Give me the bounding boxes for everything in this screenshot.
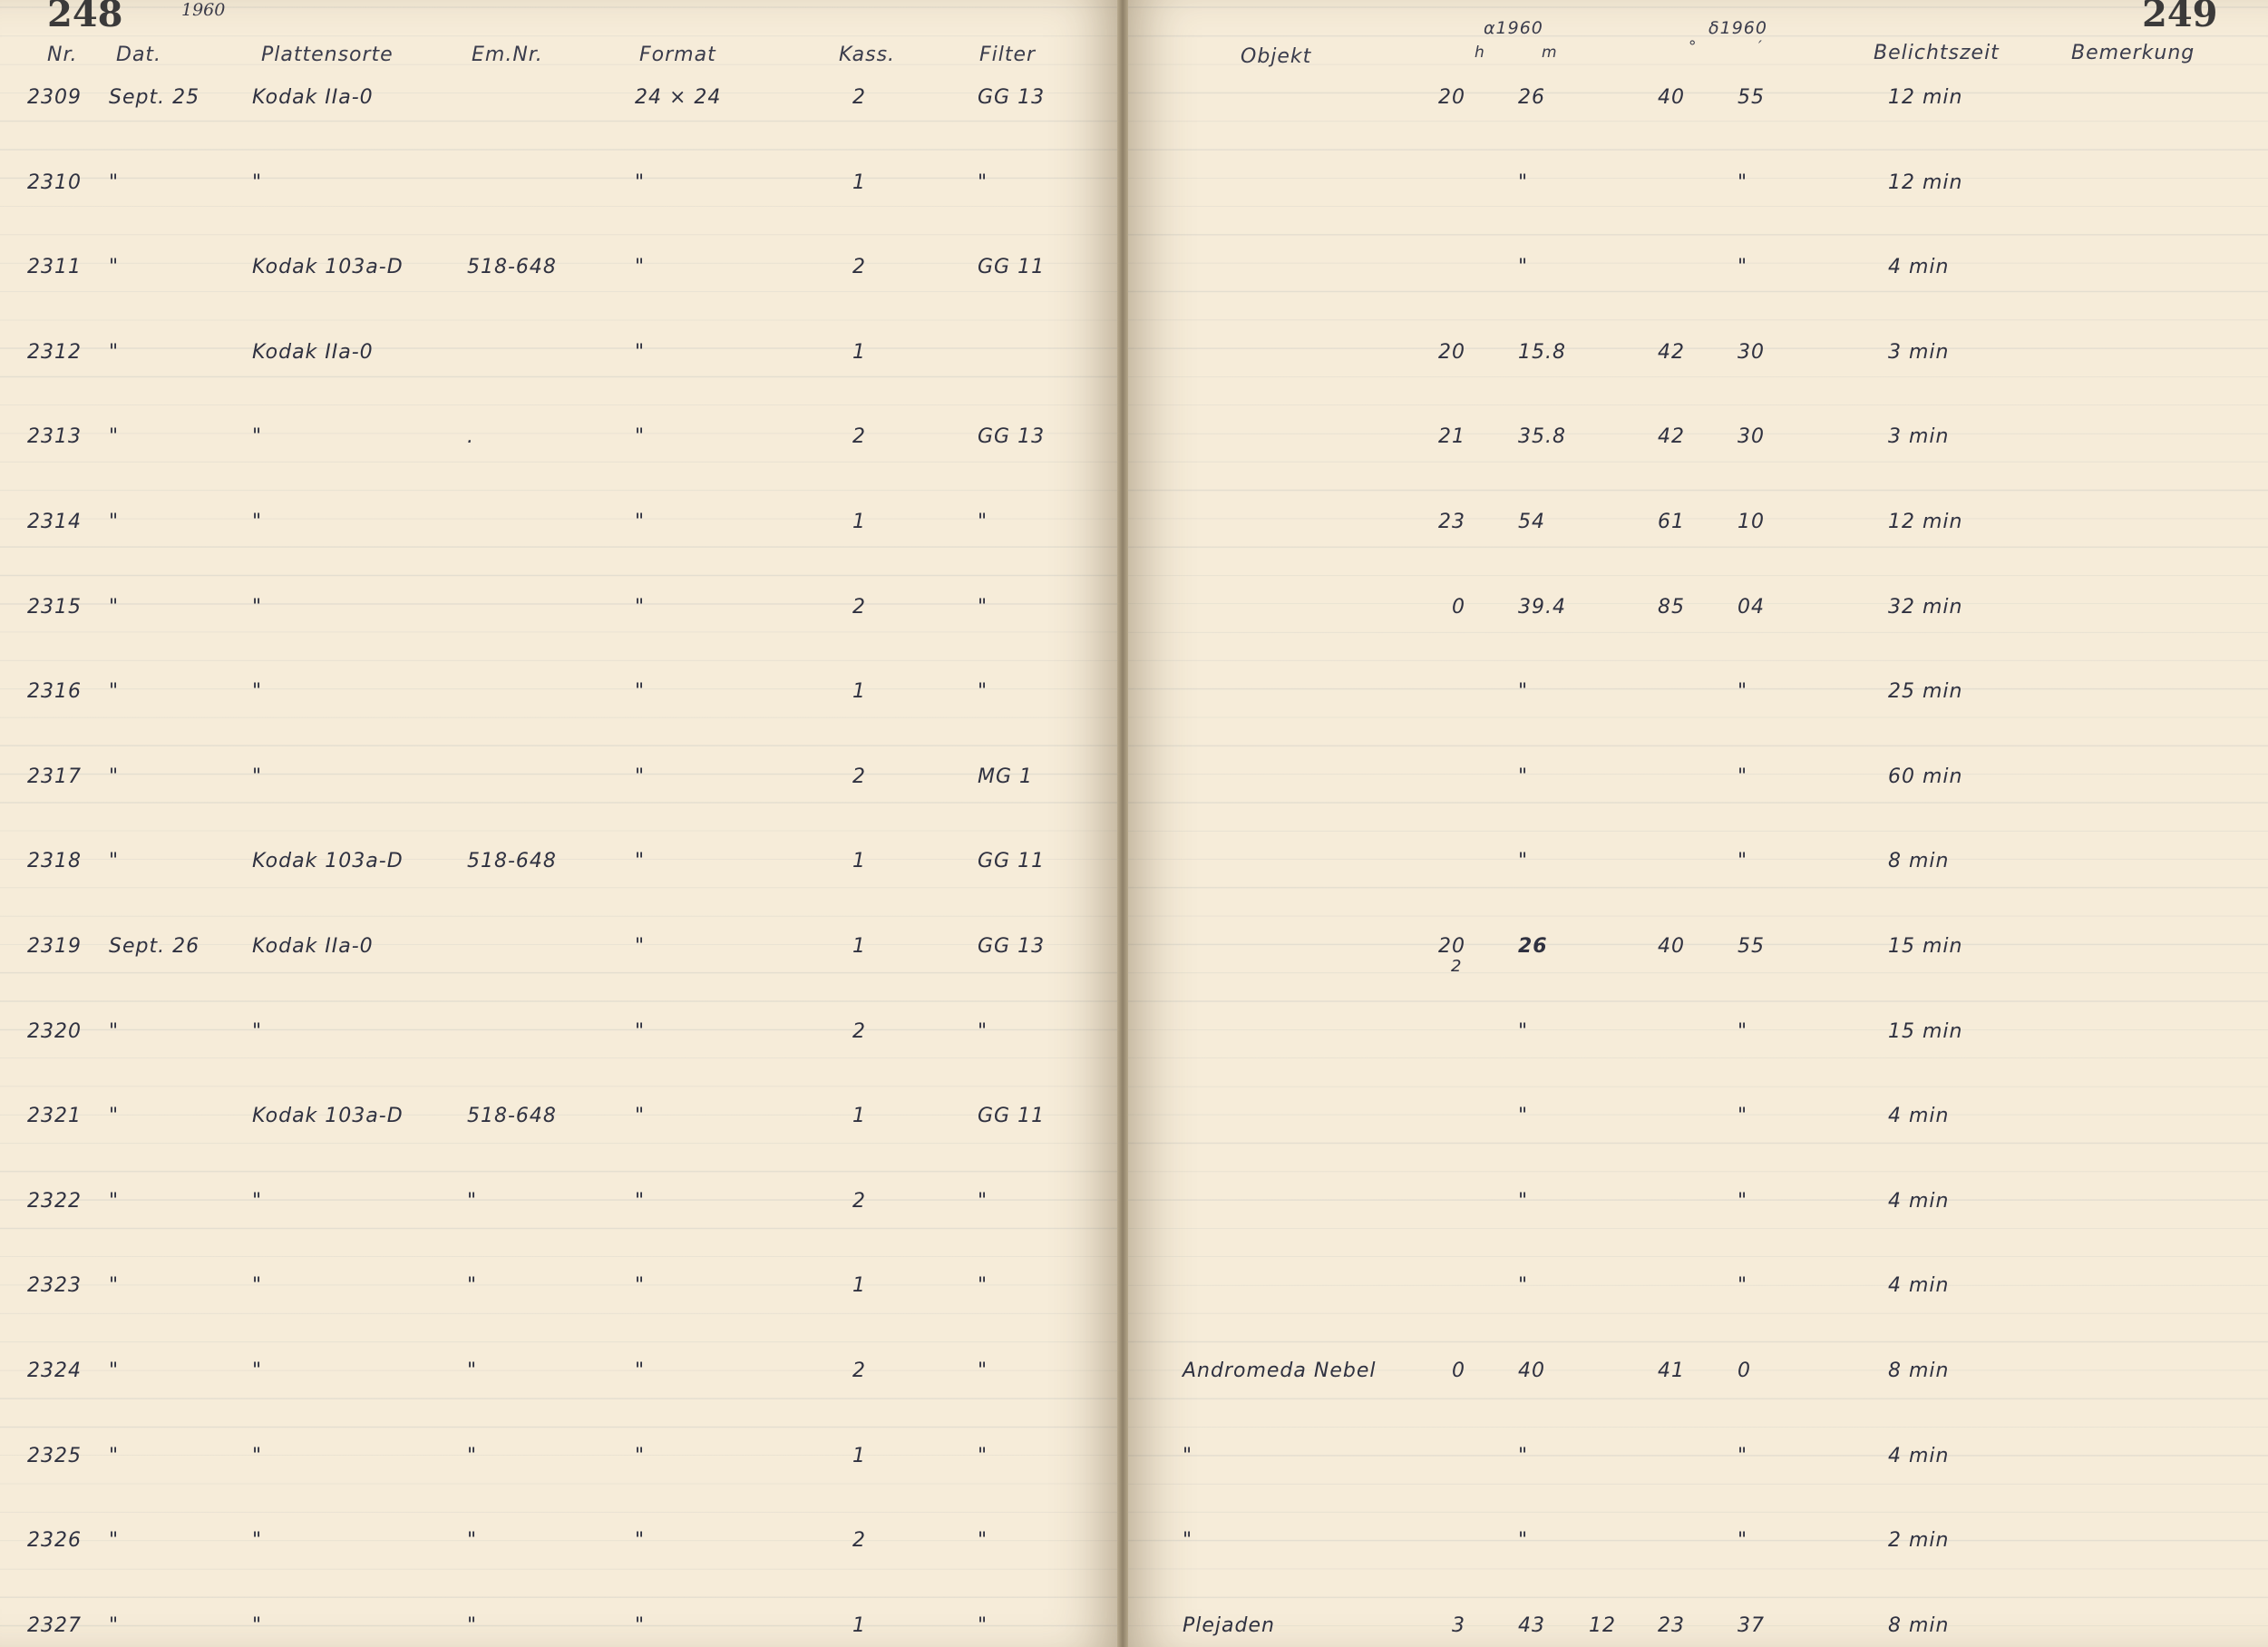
cell-dec-degrees: 41 bbox=[1658, 1360, 1685, 1382]
cell-cassette: 2 bbox=[852, 1360, 866, 1382]
cell-cassette: 1 bbox=[852, 171, 866, 194]
cell-filter: " bbox=[978, 595, 988, 619]
cell-format: " bbox=[635, 256, 646, 279]
cell-date: " bbox=[109, 1019, 120, 1043]
cell-dec-minutes: " bbox=[1738, 1105, 1748, 1128]
cell-nr: 2319 bbox=[27, 935, 82, 958]
cell-plate-type: " bbox=[252, 680, 263, 704]
cell-emulsion-nr: " bbox=[467, 1189, 478, 1213]
cell-cassette: 2 bbox=[852, 595, 866, 619]
cell-date: " bbox=[109, 340, 120, 364]
cell-format: " bbox=[635, 1019, 646, 1043]
cell-cassette: 1 bbox=[852, 1105, 866, 1128]
cell-dec-minutes: 30 bbox=[1738, 425, 1765, 449]
cell-plate-type: " bbox=[252, 425, 263, 449]
cell-filter: MG 1 bbox=[978, 765, 1034, 788]
cell-nr: 2321 bbox=[27, 1105, 82, 1128]
cell-exposure: 4 min bbox=[1888, 256, 1950, 279]
cell-cassette: 1 bbox=[852, 340, 866, 364]
cell-format: 24 × 24 bbox=[635, 86, 722, 109]
cell-nr: 2326 bbox=[27, 1529, 82, 1553]
cell-nr: 2320 bbox=[27, 1019, 82, 1043]
cell-filter: " bbox=[978, 680, 988, 704]
cell-ra-hours: 0 bbox=[1452, 1360, 1465, 1382]
cell-plate-type: " bbox=[252, 511, 263, 533]
cell-filter: " bbox=[978, 1444, 988, 1467]
header-delta: δ1960 bbox=[1708, 18, 1767, 38]
cell-exposure: 8 min bbox=[1888, 1360, 1950, 1382]
cell-exposure: 4 min bbox=[1888, 1105, 1950, 1128]
cell-ra-minutes: " bbox=[1518, 256, 1529, 279]
cell-format: " bbox=[635, 1613, 646, 1637]
cell-filter: " bbox=[978, 171, 988, 194]
cell-nr: 2322 bbox=[27, 1189, 82, 1213]
cell-dec-minutes: " bbox=[1738, 850, 1748, 873]
cell-dec-minutes: " bbox=[1738, 765, 1748, 788]
cell-dec-minutes: 55 bbox=[1738, 935, 1765, 958]
cell-plate-type: " bbox=[252, 1019, 263, 1043]
cell-exposure: 4 min bbox=[1888, 1274, 1950, 1298]
header-dat: Dat. bbox=[116, 44, 162, 66]
cell-emulsion-nr: " bbox=[467, 1529, 478, 1553]
cell-exposure: 15 min bbox=[1888, 1019, 1963, 1043]
cell-cassette: 2 bbox=[852, 765, 866, 788]
cell-format: " bbox=[635, 511, 646, 533]
cell-format: " bbox=[635, 850, 646, 873]
cell-plate-type: " bbox=[252, 1529, 263, 1553]
cell-plate-type: Kodak IIa-0 bbox=[252, 935, 374, 958]
year-label: 1960 bbox=[181, 0, 226, 20]
cell-filter: " bbox=[978, 1019, 988, 1043]
cell-nr: 2327 bbox=[27, 1613, 82, 1637]
cell-plate-type: " bbox=[252, 1613, 263, 1637]
cell-date: " bbox=[109, 1105, 120, 1128]
cell-filter: " bbox=[978, 1613, 988, 1637]
cell-dec-minutes: 30 bbox=[1738, 340, 1765, 364]
cell-plate-type: " bbox=[252, 765, 263, 788]
cell-filter: GG 11 bbox=[978, 256, 1046, 279]
cell-nr: 2316 bbox=[27, 680, 82, 704]
cell-plate-type: Kodak IIa-0 bbox=[252, 86, 374, 109]
cell-emulsion-nr: " bbox=[467, 1274, 478, 1298]
header-alpha: α1960 bbox=[1484, 18, 1543, 38]
header-kass: Kass. bbox=[839, 44, 896, 66]
left-page bbox=[0, 0, 1117, 1647]
cell-format: " bbox=[635, 1360, 646, 1382]
cell-date: " bbox=[109, 1274, 120, 1298]
cell-nr: 2311 bbox=[27, 256, 82, 279]
header-format: Format bbox=[639, 44, 716, 66]
cell-date: " bbox=[109, 850, 120, 873]
cell-exposure: 32 min bbox=[1888, 595, 1963, 619]
cell-ra-minutes: " bbox=[1518, 850, 1529, 873]
cell-ra-seconds: 12 bbox=[1589, 1613, 1616, 1637]
cell-ra-hours: 3 bbox=[1452, 1613, 1465, 1637]
cell-emulsion-nr: " bbox=[467, 1360, 478, 1382]
cell-date: " bbox=[109, 171, 120, 194]
cell-nr: 2318 bbox=[27, 850, 82, 873]
book-gutter bbox=[1117, 0, 1128, 1647]
cell-dec-minutes: " bbox=[1738, 1529, 1748, 1553]
header-alpha-m: m bbox=[1542, 44, 1558, 62]
cell-ra-minutes: 54 bbox=[1518, 511, 1545, 533]
cell-date: " bbox=[109, 1360, 120, 1382]
cell-ra-minutes: 35.8 bbox=[1518, 425, 1566, 449]
cell-cassette: 1 bbox=[852, 511, 866, 533]
cell-dec-degrees: 23 bbox=[1658, 1613, 1685, 1637]
cell-ra-minutes: " bbox=[1518, 1019, 1529, 1043]
cell-exposure: 60 min bbox=[1888, 765, 1963, 788]
cell-cassette: 2 bbox=[852, 256, 866, 279]
cell-ra-minutes: " bbox=[1518, 1105, 1529, 1128]
cell-plate-type: Kodak 103a-D bbox=[252, 850, 404, 873]
page-number-left: 248 bbox=[47, 0, 123, 35]
cell-ra-minutes: " bbox=[1518, 1529, 1529, 1553]
cell-exposure: 4 min bbox=[1888, 1189, 1950, 1213]
cell-nr: 2323 bbox=[27, 1274, 82, 1298]
cell-format: " bbox=[635, 1444, 646, 1467]
header-plattensorte: Plattensorte bbox=[261, 44, 394, 66]
cell-nr: 2315 bbox=[27, 595, 82, 619]
header-nr: Nr. bbox=[47, 44, 78, 66]
cell-exposure: 4 min bbox=[1888, 1444, 1950, 1467]
cell-filter: GG 13 bbox=[978, 935, 1046, 958]
cell-emulsion-nr: 518-648 bbox=[467, 1105, 557, 1128]
cell-exposure: 12 min bbox=[1888, 86, 1963, 109]
cell-dec-degrees: 42 bbox=[1658, 340, 1685, 364]
cell-ra-hours: 0 bbox=[1452, 595, 1465, 619]
cell-ra-minutes: 26 bbox=[1518, 86, 1545, 109]
cell-format: " bbox=[635, 1189, 646, 1213]
cell-dec-minutes: 10 bbox=[1738, 511, 1765, 533]
cell-cassette: 1 bbox=[852, 935, 866, 958]
header-objekt: Objekt bbox=[1241, 45, 1312, 68]
cell-date: " bbox=[109, 1444, 120, 1467]
cell-ra-minutes: 39.4 bbox=[1518, 595, 1566, 619]
cell-ra-hours: 23 bbox=[1438, 511, 1465, 533]
cell-plate-type: " bbox=[252, 1360, 263, 1382]
cell-format: " bbox=[635, 1105, 646, 1128]
cell-dec-minutes: 04 bbox=[1738, 595, 1765, 619]
header-alpha-h: h bbox=[1475, 44, 1485, 62]
cell-plate-type: " bbox=[252, 171, 263, 194]
cell-filter: " bbox=[978, 1274, 988, 1298]
cell-ra-minutes: 26 bbox=[1518, 935, 1548, 958]
cell-emulsion-nr: 518-648 bbox=[467, 256, 557, 279]
cell-date: " bbox=[109, 256, 120, 279]
cell-ra-minutes: 15.8 bbox=[1518, 340, 1566, 364]
cell-plate-type: " bbox=[252, 595, 263, 619]
cell-filter: GG 11 bbox=[978, 1105, 1046, 1128]
cell-filter: GG 13 bbox=[978, 425, 1046, 449]
header-belichtungszeit: Belichtszeit bbox=[1874, 42, 2000, 64]
right-page bbox=[1128, 0, 2268, 1647]
cell-dec-degrees: 42 bbox=[1658, 425, 1685, 449]
cell-exposure: 8 min bbox=[1888, 1613, 1950, 1637]
cell-cassette: 1 bbox=[852, 680, 866, 704]
cell-dec-minutes: 0 bbox=[1738, 1360, 1751, 1382]
cell-date: " bbox=[109, 511, 120, 533]
cell-date: Sept. 26 bbox=[109, 935, 200, 958]
cell-ra-hours: 21 bbox=[1438, 425, 1465, 449]
cell-date: " bbox=[109, 680, 120, 704]
header-delta-min: ′ bbox=[1758, 38, 1763, 56]
cell-ra-minutes: " bbox=[1518, 765, 1529, 788]
cell-format: " bbox=[635, 1274, 646, 1298]
cell-dec-minutes: " bbox=[1738, 1444, 1748, 1467]
cell-nr: 2324 bbox=[27, 1360, 82, 1382]
cell-filter: GG 11 bbox=[978, 850, 1046, 873]
cell-date: " bbox=[109, 1529, 120, 1553]
cell-dec-minutes: " bbox=[1738, 171, 1748, 194]
cell-cassette: 2 bbox=[852, 1529, 866, 1553]
cell-filter: " bbox=[978, 1529, 988, 1553]
header-filter: Filter bbox=[979, 44, 1037, 66]
cell-plate-type: " bbox=[252, 1274, 263, 1298]
cell-cassette: 1 bbox=[852, 1274, 866, 1298]
cell-date: " bbox=[109, 765, 120, 788]
cell-ra-hours: 20 bbox=[1438, 340, 1465, 364]
cell-emulsion-nr: " bbox=[467, 1613, 478, 1637]
cell-plate-type: Kodak 103a-D bbox=[252, 1105, 404, 1128]
cell-exposure: 12 min bbox=[1888, 171, 1963, 194]
cell-date: " bbox=[109, 595, 120, 619]
cell-exposure: 15 min bbox=[1888, 935, 1963, 958]
page-number-right: 249 bbox=[2142, 0, 2218, 35]
cell-nr: 2314 bbox=[27, 511, 82, 533]
cell-dec-minutes: 37 bbox=[1738, 1613, 1765, 1637]
cell-ra-minutes: " bbox=[1518, 1444, 1529, 1467]
cell-exposure: 3 min bbox=[1888, 425, 1950, 449]
cell-date: Sept. 25 bbox=[109, 86, 200, 109]
cell-note: 2 bbox=[1451, 957, 1463, 976]
cell-exposure: 3 min bbox=[1888, 340, 1950, 364]
cell-object: " bbox=[1183, 1529, 1193, 1553]
cell-cassette: 1 bbox=[852, 1613, 866, 1637]
cell-object: Plejaden bbox=[1183, 1613, 1275, 1637]
cell-nr: 2309 bbox=[27, 86, 82, 109]
header-bemerkung: Bemerkung bbox=[2071, 42, 2195, 64]
cell-nr: 2313 bbox=[27, 425, 82, 449]
cell-emulsion-nr: " bbox=[467, 1444, 478, 1467]
cell-exposure: 2 min bbox=[1888, 1529, 1950, 1553]
cell-cassette: 1 bbox=[852, 1444, 866, 1467]
cell-ra-minutes: " bbox=[1518, 680, 1529, 704]
cell-dec-degrees: 40 bbox=[1658, 935, 1685, 958]
cell-ra-minutes: 40 bbox=[1518, 1360, 1545, 1382]
cell-exposure: 12 min bbox=[1888, 511, 1963, 533]
header-em-nr: Em.Nr. bbox=[472, 44, 543, 66]
cell-ra-minutes: 43 bbox=[1518, 1613, 1545, 1637]
cell-nr: 2310 bbox=[27, 171, 82, 194]
cell-dec-minutes: 55 bbox=[1738, 86, 1765, 109]
cell-format: " bbox=[635, 1529, 646, 1553]
cell-format: " bbox=[635, 595, 646, 619]
cell-object: " bbox=[1183, 1444, 1193, 1467]
cell-emulsion-nr: . bbox=[467, 425, 474, 449]
header-delta-deg: ° bbox=[1689, 38, 1698, 56]
cell-filter: GG 13 bbox=[978, 86, 1046, 109]
cell-dec-degrees: 85 bbox=[1658, 595, 1685, 619]
cell-cassette: 2 bbox=[852, 425, 866, 449]
cell-ra-minutes: " bbox=[1518, 1274, 1529, 1298]
cell-dec-minutes: " bbox=[1738, 680, 1748, 704]
cell-dec-minutes: " bbox=[1738, 1274, 1748, 1298]
cell-object: Andromeda Nebel bbox=[1183, 1360, 1377, 1382]
cell-filter: " bbox=[978, 1360, 988, 1382]
cell-format: " bbox=[635, 425, 646, 449]
cell-emulsion-nr: 518-648 bbox=[467, 850, 557, 873]
cell-plate-type: " bbox=[252, 1189, 263, 1213]
cell-exposure: 8 min bbox=[1888, 850, 1950, 873]
cell-ra-minutes: " bbox=[1518, 171, 1529, 194]
cell-date: " bbox=[109, 1613, 120, 1637]
cell-plate-type: " bbox=[252, 1444, 263, 1467]
cell-format: " bbox=[635, 935, 646, 958]
cell-format: " bbox=[635, 340, 646, 364]
cell-cassette: 1 bbox=[852, 850, 866, 873]
cell-nr: 2312 bbox=[27, 340, 82, 364]
cell-dec-degrees: 61 bbox=[1658, 511, 1685, 533]
cell-dec-minutes: " bbox=[1738, 1189, 1748, 1213]
cell-plate-type: Kodak IIa-0 bbox=[252, 340, 374, 364]
cell-dec-degrees: 40 bbox=[1658, 86, 1685, 109]
cell-nr: 2317 bbox=[27, 765, 82, 788]
cell-format: " bbox=[635, 171, 646, 194]
cell-cassette: 2 bbox=[852, 1019, 866, 1043]
cell-date: " bbox=[109, 1189, 120, 1213]
cell-dec-minutes: " bbox=[1738, 1019, 1748, 1043]
cell-exposure: 25 min bbox=[1888, 680, 1963, 704]
cell-filter: " bbox=[978, 511, 988, 533]
cell-ra-minutes: " bbox=[1518, 1189, 1529, 1213]
cell-cassette: 2 bbox=[852, 1189, 866, 1213]
cell-date: " bbox=[109, 425, 120, 449]
cell-format: " bbox=[635, 765, 646, 788]
cell-format: " bbox=[635, 680, 646, 704]
cell-dec-minutes: " bbox=[1738, 256, 1748, 279]
cell-ra-hours: 20 bbox=[1438, 935, 1465, 958]
cell-ra-hours: 20 bbox=[1438, 86, 1465, 109]
cell-filter: " bbox=[978, 1189, 988, 1213]
cell-cassette: 2 bbox=[852, 86, 866, 109]
cell-nr: 2325 bbox=[27, 1444, 82, 1467]
cell-plate-type: Kodak 103a-D bbox=[252, 256, 404, 279]
